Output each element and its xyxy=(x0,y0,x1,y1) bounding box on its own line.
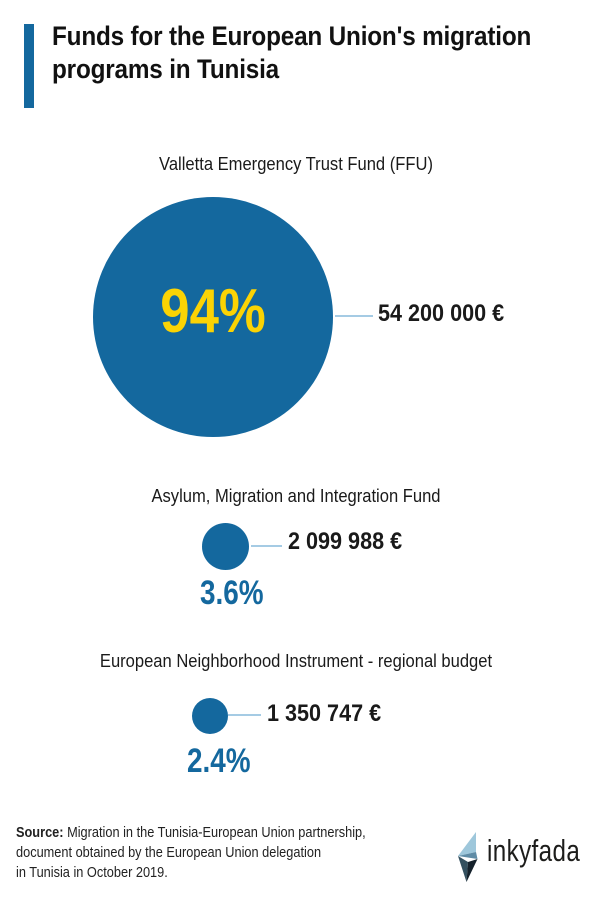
bubble-valletta xyxy=(93,197,333,437)
bubble-eni xyxy=(192,698,228,734)
source-label: Source: xyxy=(16,825,64,841)
inkyfada-logo xyxy=(457,831,600,883)
percent-label-eni: 2.4% xyxy=(187,742,251,780)
inkyfada-logo-text: inkyfada xyxy=(487,833,581,868)
source-line-2: document obtained by the European Union delegation xyxy=(16,845,322,861)
fund-label-amif: Asylum, Migration and Integration Fund xyxy=(151,486,441,506)
value-label-amif: 2 099 988 € xyxy=(288,528,403,555)
connector-line-valletta xyxy=(335,315,373,317)
source-line-1-text: Migration in the Tunisia-European Union partnership, xyxy=(67,825,366,841)
fund-label-valletta: Valletta Emergency Trust Fund (FFU) xyxy=(159,154,433,174)
connector-line-amif xyxy=(251,545,282,547)
value-label-valletta: 54 200 000 € xyxy=(378,300,505,327)
title-accent-bar xyxy=(24,24,34,108)
percent-label-valletta: 94% xyxy=(160,276,266,346)
source-note xyxy=(16,823,366,883)
fund-label-eni: European Neighborhood Instrument - regional budget xyxy=(99,651,493,671)
source-line-1 xyxy=(16,823,366,843)
bubble-amif xyxy=(202,523,249,570)
percent-label-amif: 3.6% xyxy=(200,574,264,612)
value-label-eni: 1 350 747 € xyxy=(267,700,382,727)
inkyfada-logo-icon xyxy=(457,831,479,883)
source-line-3: in Tunisia in October 2019. xyxy=(16,865,168,881)
connector-line-eni xyxy=(228,714,261,716)
page-title: Funds for the European Union's migration programs in Tunisia xyxy=(52,21,532,84)
